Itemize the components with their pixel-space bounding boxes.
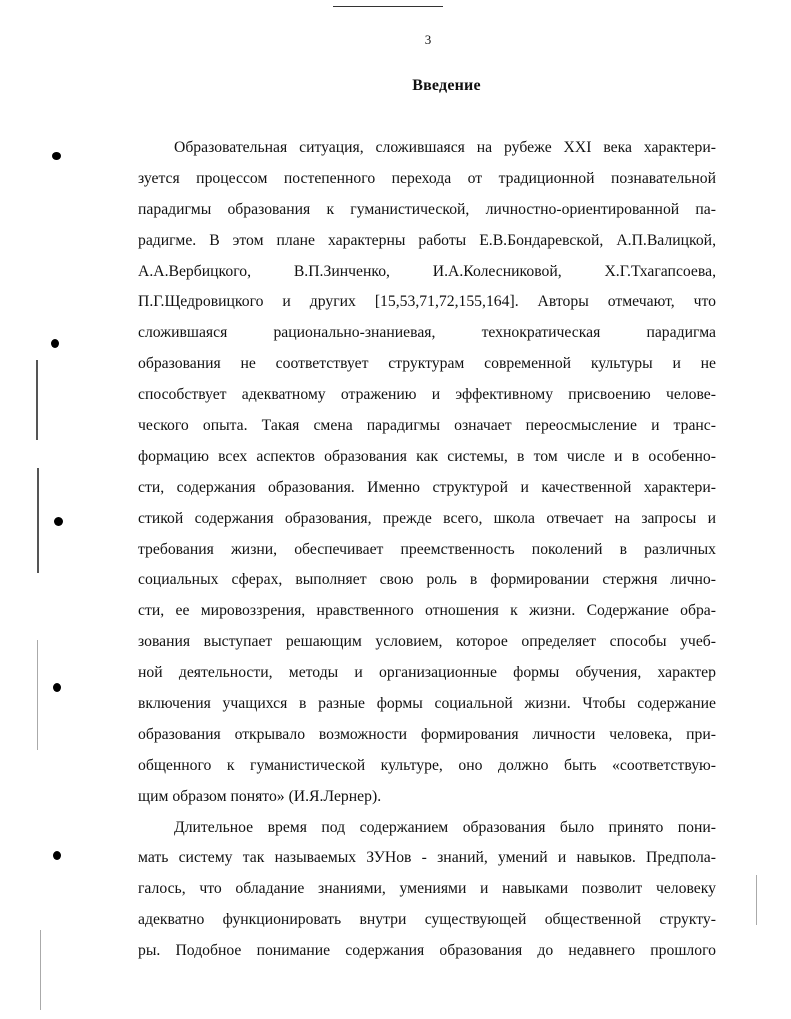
binding-hole-mark [54, 517, 63, 526]
scan-edge-shadow [37, 468, 39, 573]
text-line: зования выступает решающим условием, которое определяет способы учеб- [138, 633, 716, 651]
text-line: социальных сферах, выполняет свою роль в формировании стержня лично- [138, 571, 716, 589]
binding-hole-mark [53, 683, 61, 692]
body-text [138, 133, 716, 967]
text-line: общенного к гуманистической культуре, оно должно быть «соответствую- [138, 756, 716, 774]
page-title: Введение [412, 77, 481, 94]
text-line: щим образом понято» (И.Я.Лернер). [138, 787, 382, 805]
scan-edge-shadow [37, 640, 38, 750]
text-line: парадигмы образования к гуманистической, личностно-ориентированной па- [138, 200, 716, 218]
text-line: сти, ее мировоззрения, нравственного отношения к жизни. Содержание обра- [138, 602, 716, 620]
text-line: стикой содержания образования, прежде всего, школа отвечает на запросы и [138, 509, 716, 527]
text-line: мать систему так называемых ЗУНов - знаний, умений и навыков. Предпола- [138, 849, 716, 867]
text-line: включения учащихся в разные формы социальной жизни. Чтобы содержание [138, 695, 716, 713]
binding-hole-mark [52, 152, 61, 160]
text-line: Образовательная ситуация, сложившаяся на рубеже XXI века характери- [174, 139, 716, 156]
text-line: зуется процессом постепенного перехода от традиционной познавательной [138, 169, 716, 187]
binding-hole-mark [51, 339, 59, 348]
top-rule [333, 6, 443, 7]
text-line: сти, содержания образования. Именно структурой и качественной характери- [138, 478, 716, 496]
text-line: формацию всех аспектов образования как системы, в том числе и в особенно- [138, 447, 716, 465]
text-line: сложившаяся рационально-знаниевая, технократическая парадигма [138, 324, 716, 342]
text-line: А.А.Вербицкого, В.П.Зинченко, И.А.Колесниковой, Х.Г.Тхагапсоева, [138, 262, 716, 280]
text-line: ры. Подобное понимание содержания образования до недавнего прошлого [138, 942, 716, 960]
text-line: образования не соответствует структурам современной культуры и не [138, 355, 716, 373]
scan-edge-shadow [40, 930, 41, 1010]
text-line: способствует адекватному отражению и эффективному присвоению челове- [138, 386, 716, 404]
scan-edge-shadow [756, 875, 757, 925]
text-line: Длительное время под содержанием образования было принято пони- [174, 818, 716, 836]
text-line: адекватно функционировать внутри существующей общественной структу- [138, 911, 716, 929]
text-line: галось, что обладание знаниями, умениями и навыками позволит человеку [138, 880, 716, 898]
text-line: ческого опыта. Такая смена парадигмы означает переосмысление и транс- [138, 417, 716, 435]
text-line: ной деятельности, методы и организационные формы обучения, характер [138, 664, 716, 682]
text-line: П.Г.Щедровицкого и других [15,53,71,72,155,164]. Авторы отмечают, что [138, 293, 716, 311]
scan-edge-shadow [36, 360, 38, 440]
text-line: радигме. В этом плане характерны работы Е.В.Бондаревской, А.П.Валицкой, [138, 231, 716, 249]
binding-hole-mark [53, 851, 61, 860]
text-line: требования жизни, обеспечивает преемственность поколений в различных [138, 540, 716, 558]
page-number: 3 [424, 32, 432, 47]
text-line: образования открывало возможности формирования личности человека, при- [138, 725, 716, 743]
